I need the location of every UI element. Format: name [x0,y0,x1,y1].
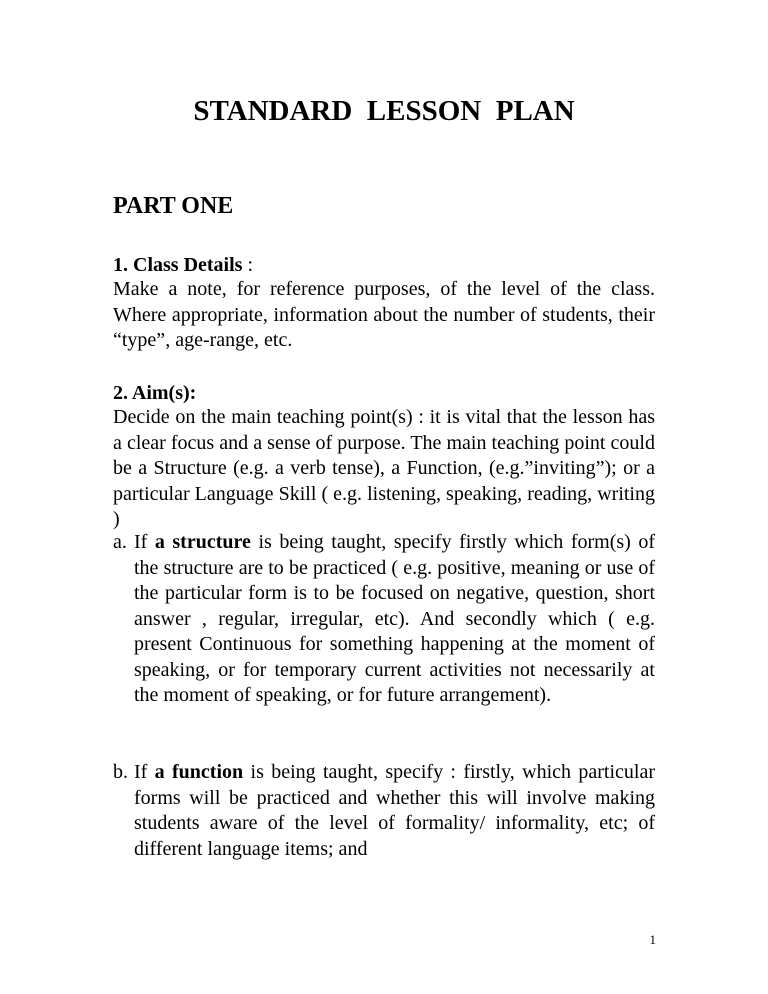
part-heading: PART ONE [113,193,234,219]
list-item-a-bold: a structure [154,531,251,553]
section-2-heading-bold: 2. Aim(s): [113,382,197,404]
section-2-body: Decide on the main teaching point(s) : it is vital that the lesson has a clear focus and a sense of purpose. The main teaching point could be a Structure (e.g. a verb tense), a Function, (e.g.”inviting”); or a particular Language Skill ( e.g. listening, speaking, reading, writing ) [113,406,655,530]
page-number: 1 [649,932,656,947]
section-1-heading-suffix: : [242,254,254,276]
section-1-heading [113,252,253,278]
list-marker-b: b. [113,761,128,783]
list-item-b-prefix: If [134,761,155,783]
section-2-heading [113,380,196,406]
list-item-b-text: is being taught, specify : firstly, which particular forms will be practiced and whether this will involve making students aware of the level of formality/ informality, etc; of different language items; and [134,761,656,860]
section-1-body: Make a note, for reference purposes, of the level of the class. Where appropriate, information about the number of students, their “type”, age-range, etc. [113,278,655,351]
list-item-a-text: is being taught, specify firstly which form(s) of the structure are to be practiced ( e.g. positive, meaning or use of the particular form is to be focused on negative, question, short answer , regular, irregular, etc). And secondly which ( e.g. present Continuous for something happening at the moment of speaking, or for temporary current activities not necessarily at the moment of speaking, or for future arrangement). [134,531,656,706]
document-title: STANDARD LESSON PLAN [193,95,575,127]
list-item-a-prefix: If [134,531,155,553]
list-marker-a: a. [113,531,127,553]
list-item-b-bold: a function [154,761,244,783]
section-1-heading-bold: 1. Class Details [113,254,243,276]
list-item-a [113,530,655,709]
list-item-b [113,760,655,862]
